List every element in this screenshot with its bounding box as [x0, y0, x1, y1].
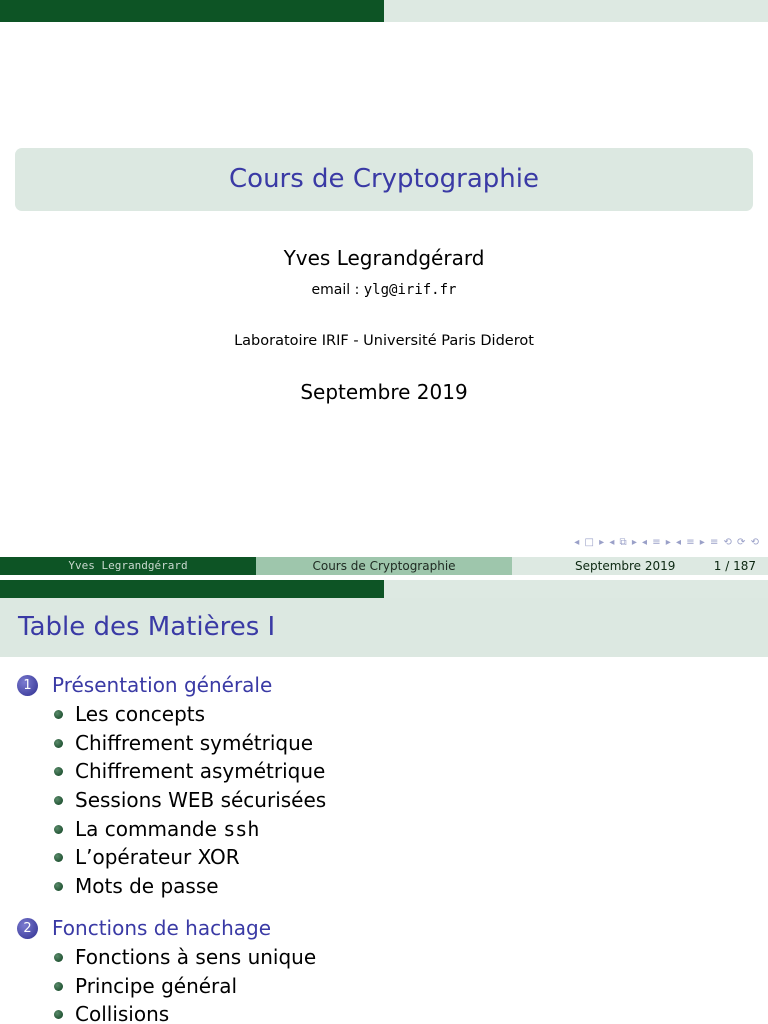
section-number-badge: 2 [17, 918, 38, 939]
author-email [0, 282, 768, 298]
section-gap [0, 901, 768, 913]
bullet-icon [54, 1010, 63, 1019]
subsection-label: Fonctions à sens unique [75, 944, 317, 969]
subsection-label: Sessions WEB sécurisées [75, 788, 327, 813]
toc-subsection[interactable] [0, 872, 768, 901]
presentation-title: Cours de Cryptographie [229, 164, 539, 194]
toc-section[interactable] [0, 670, 768, 700]
footer-date: Septembre 2019 [575, 559, 676, 573]
bullet-icon [54, 710, 63, 719]
presentation-date: Septembre 2019 [300, 380, 468, 404]
footer-page-number: 1 / 187 [713, 559, 756, 573]
frame-title: Table des Matières I [18, 612, 276, 642]
toc-subsection[interactable] [0, 757, 768, 786]
top-bar-dark [0, 0, 384, 22]
subsection-label: Chiffrement symétrique [75, 730, 314, 755]
toc-section[interactable] [0, 913, 768, 943]
institution: Laboratoire IRIF - Université Paris Diderot [234, 333, 534, 349]
footer-title: Cours de Cryptographie [256, 557, 512, 575]
bullet-icon [54, 767, 63, 776]
subsection-label: Mots de passe [75, 874, 219, 899]
email-address: ylg@irif.fr [363, 282, 457, 298]
navigation-symbols[interactable]: ◂ □ ▸ ◂ ⧉ ▸ ◂ ≡ ▸ ◂ ≡ ▸ ≡ ⟲ ⟳ ⟲ [574, 537, 760, 548]
top-bar-light [384, 0, 768, 22]
subsection-code: ssh [223, 816, 260, 841]
toc-subsection[interactable] [0, 943, 768, 972]
table-of-contents [0, 670, 768, 1024]
toc-slide [0, 580, 768, 1024]
bullet-icon [54, 825, 63, 834]
bullet-icon [54, 853, 63, 862]
footer-right [512, 557, 768, 575]
toc-subsection[interactable] [0, 972, 768, 1001]
section-title: Présentation générale [52, 673, 273, 697]
title-box [15, 148, 753, 211]
subsection-label: La commande [75, 816, 224, 841]
subsection-label: Chiffrement asymétrique [75, 759, 326, 784]
section-number-badge: 1 [17, 675, 38, 696]
author-name: Yves Legrandgérard [283, 246, 485, 270]
subsection-label: Les concepts [75, 702, 206, 726]
toc-subsection[interactable] [0, 786, 768, 815]
bullet-icon [54, 739, 63, 748]
toc-subsection[interactable] [0, 729, 768, 758]
toc-subsection[interactable] [0, 815, 768, 844]
frame-title-box [0, 598, 768, 657]
section-title: Fonctions de hachage [52, 915, 272, 940]
footline [0, 557, 768, 575]
footer-author: Yves Legrandgérard [0, 557, 256, 575]
subsection-label: L’opérateur XOR [75, 845, 240, 870]
subsection-label: Principe général [75, 973, 238, 998]
top-bar [0, 0, 768, 22]
toc-subsection[interactable] [0, 1000, 768, 1024]
email-label: email : [311, 282, 364, 298]
bullet-icon [54, 953, 63, 962]
bullet-icon [54, 882, 63, 891]
bullet-icon [54, 982, 63, 991]
bullet-icon [54, 796, 63, 805]
toc-subsection[interactable] [0, 700, 768, 729]
subsection-label: Collisions [75, 1002, 170, 1024]
toc-subsection[interactable] [0, 843, 768, 872]
